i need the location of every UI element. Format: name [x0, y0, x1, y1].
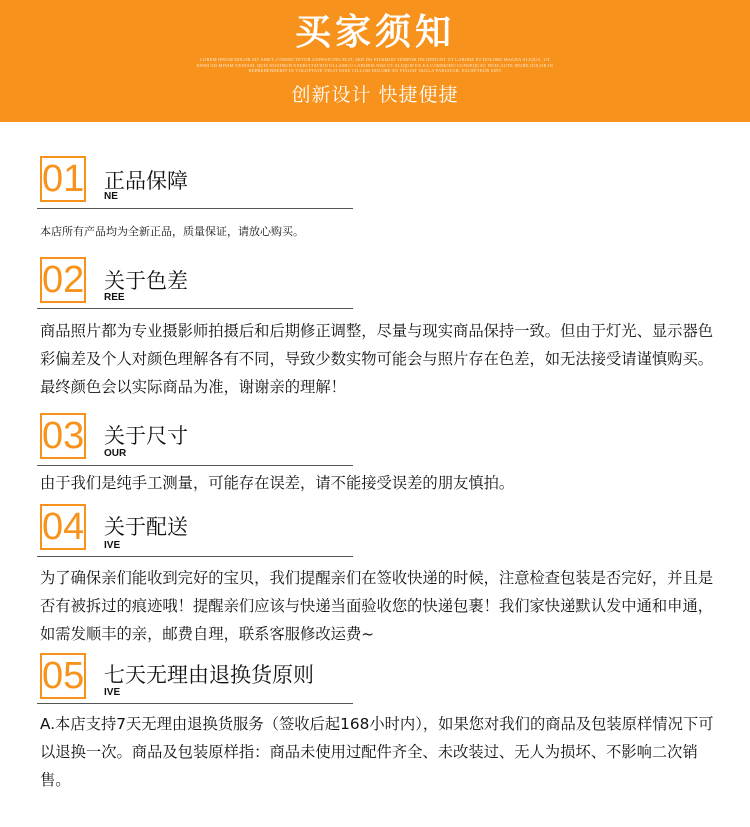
section-text: 本店所有产品均为全新正品，质量保证，请放心购买。: [40, 225, 304, 238]
section-number: 01: [42, 158, 85, 200]
section-subtitle: IVE: [104, 687, 121, 698]
section-number: 02: [42, 259, 85, 301]
section-subtitle: OUR: [104, 448, 127, 459]
section-title: 七天无理由退换货原则: [104, 663, 314, 687]
page-title: 买家须知: [294, 12, 455, 53]
section-divider: [37, 208, 353, 209]
section-divider: [37, 465, 353, 466]
section-text: 由于我们是纯手工测量，可能存在误差，请不能接受误差的朋友慎拍。: [40, 474, 515, 492]
section-title: 正品保障: [104, 169, 188, 193]
section-text: 为了确保亲们能收到完好的宝贝，我们提醒亲们在签收快递的时候，注意检查包装是否完好，并且是否有被拆过的痕迹哦！提醒亲们应该与快递当面验收您的快递包裹！我们家快递默认发中通和申通，如需发顺丰的亲，邮费自理，联系客服修改运费~: [40, 569, 714, 643]
section-subtitle: REE: [104, 292, 125, 303]
section-number: 04: [42, 506, 85, 548]
section-text: 商品照片都为专业摄影师拍摄后和后期修正调整，尽量与现实商品保持一致。但由于灯光、显示器色彩偏差及个人对颜色理解各有不同，导致少数实物可能会与照片存在色差，如无法接受请谨慎购买。最终颜色会以实际商品为准，谢谢亲的理解！: [40, 322, 714, 396]
section-divider: [37, 703, 353, 704]
section-title: 关于色差: [104, 269, 188, 293]
section-subtitle: IVE: [104, 540, 121, 551]
header-banner: [0, 0, 750, 122]
section-title: 关于尺寸: [104, 424, 188, 448]
section-number: 05: [42, 655, 85, 697]
banner-decorative-text: LOREM IPSUM DOLOR SIT AMET, CONSECTETUR ADIPISICING ELIT, SED DO EIUSMOD TEMPOR INCIDIDUNT UT LABORE ET DOLORE MAGNA ALIQUA. UT ENIM AD MINIM VENIAM, QUIS NOSTRUD EXERCITATION ULLAMCO LABORIS NISI UT ALIQUIP EX EA COMMODO CONSEQUAT. DUIS AUTE IRURE DOLOR IN REPREHENDERIT IN VOLUPTATE VELIT ESSE CILLUM DOLORE EU FUGIAT NULLA PARIATUR. EXCEPTEUR SINT: [196, 57, 554, 73]
banner-slogan: 创新设计 快捷便捷: [291, 84, 459, 106]
section-text: A.本店支持7天无理由退换货服务（签收后起168小时内），如果您对我们的商品及包装原样情况下可以退换一次。商品及包装原样指：商品未使用过配件齐全、未改装过、无人为损坏、不影响二次销售。: [40, 715, 714, 789]
section-number: 03: [42, 415, 85, 457]
section-title: 关于配送: [104, 515, 188, 539]
section-divider: [37, 556, 353, 557]
section-divider: [37, 308, 353, 309]
section-subtitle: NE: [104, 191, 118, 202]
